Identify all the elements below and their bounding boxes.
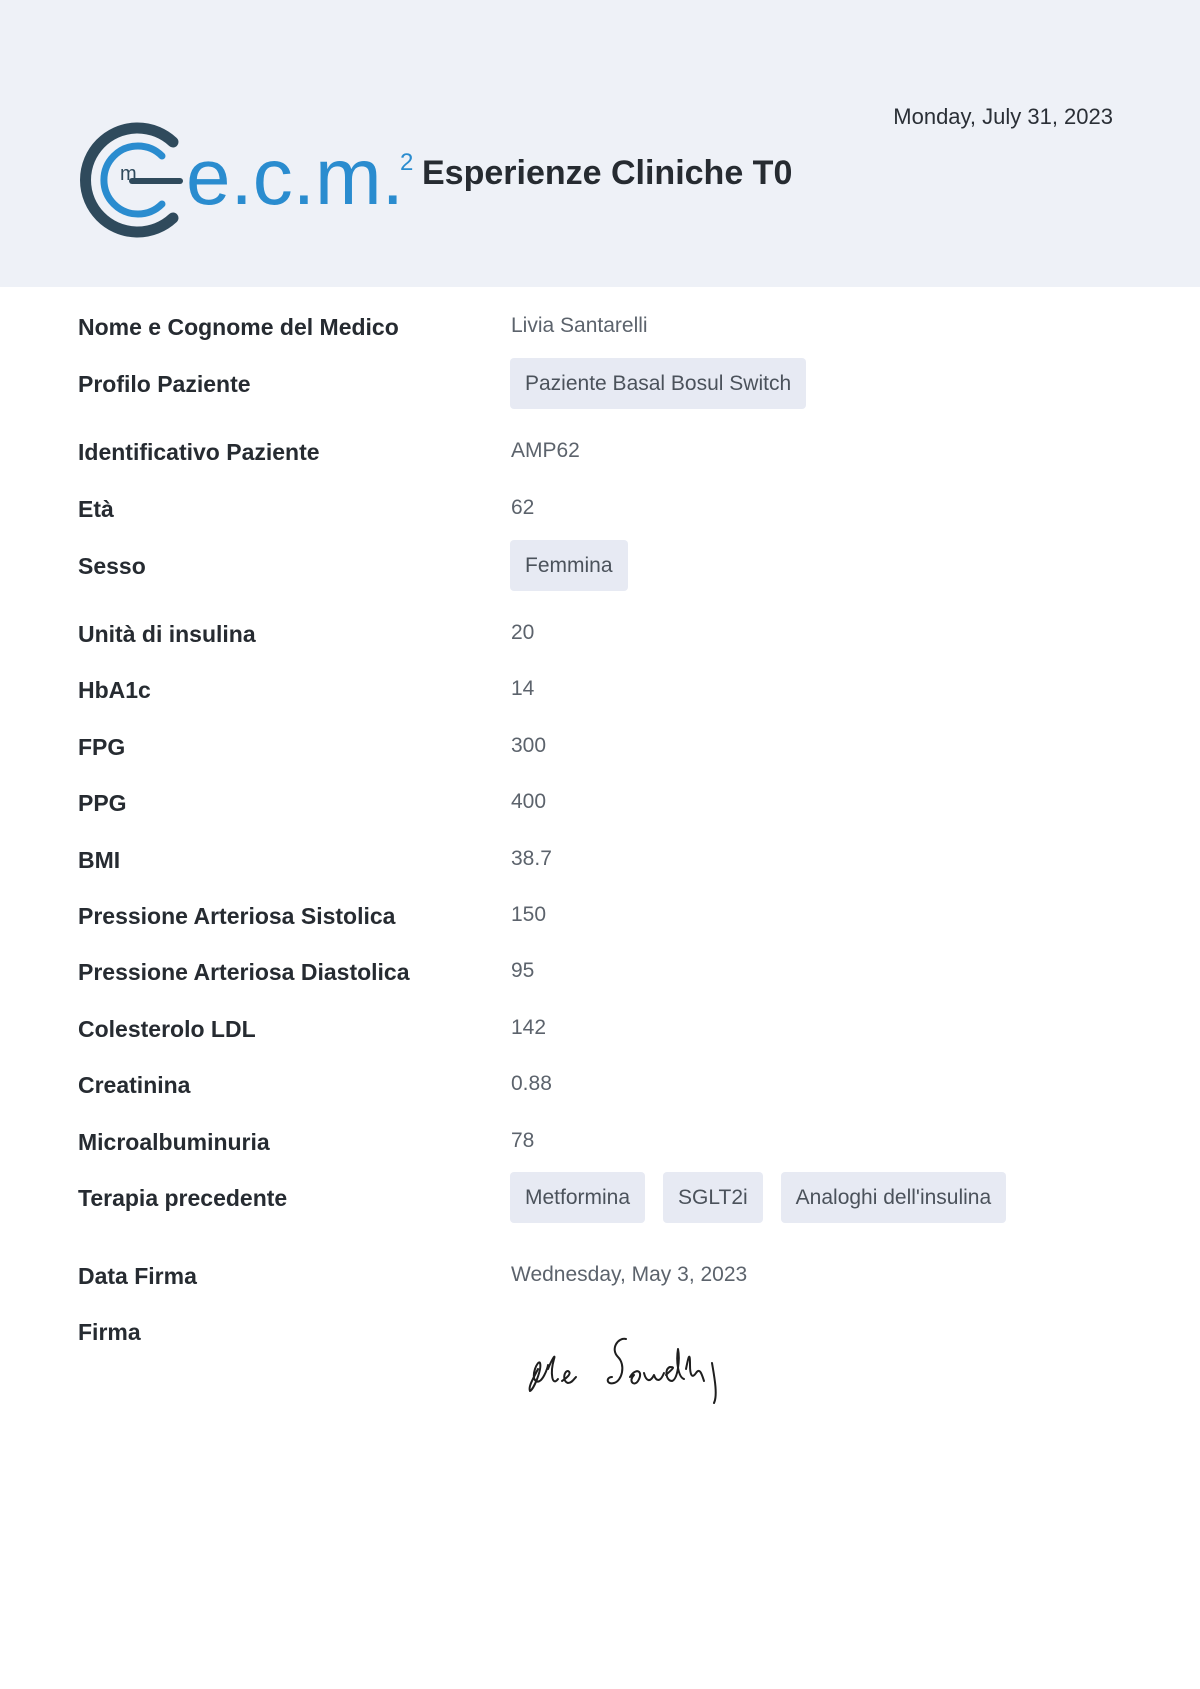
- field-value: 0.88: [511, 1072, 552, 1095]
- field-label: Profilo Paziente: [78, 371, 251, 397]
- field-label: Identificativo Paziente: [78, 439, 320, 465]
- field-value: 142: [511, 1016, 547, 1039]
- field-label: HbA1c: [78, 677, 151, 703]
- field-value: 150: [511, 903, 547, 926]
- field-label: PPG: [78, 790, 127, 816]
- field-label: Data Firma: [78, 1263, 197, 1289]
- field-label: Sesso: [78, 553, 146, 579]
- field-label: Nome e Cognome del Medico: [78, 314, 399, 340]
- field-value: 14: [511, 677, 535, 700]
- field-label: Pressione Arteriosa Diastolica: [78, 959, 410, 985]
- field-label: Creatinina: [78, 1072, 191, 1098]
- svg-text:m: m: [120, 163, 137, 185]
- field-value: Wednesday, May 3, 2023: [511, 1263, 748, 1286]
- field-value: Livia Santarelli: [511, 314, 648, 337]
- page-header: [0, 0, 1200, 287]
- field-label: Terapia precedente: [78, 1185, 288, 1211]
- brand: [76, 120, 792, 240]
- field-label: Firma: [78, 1319, 141, 1345]
- chip-sesso: Femmina: [510, 540, 628, 591]
- field-value: 62: [511, 496, 535, 519]
- header-date: Monday, July 31, 2023: [893, 104, 1113, 129]
- field-label: Età: [78, 496, 114, 522]
- field-value: 78: [511, 1129, 535, 1152]
- field-label: Unità di insulina: [78, 621, 256, 647]
- field-value: 20: [511, 621, 535, 644]
- field-label: Pressione Arteriosa Sistolica: [78, 903, 396, 929]
- ecm-logo-icon: [76, 120, 416, 240]
- logo-superscript: 2: [400, 149, 414, 176]
- chip-terapia: SGLT2i: [663, 1172, 763, 1223]
- chip-profilo: Paziente Basal Bosul Switch: [510, 358, 806, 409]
- chip-terapia: Analoghi dell'insulina: [781, 1172, 1006, 1223]
- field-label: Microalbuminuria: [78, 1129, 270, 1155]
- field-label: Colesterolo LDL: [78, 1016, 256, 1042]
- chip-terapia: Metformina: [510, 1172, 645, 1223]
- signature-image: [518, 1319, 748, 1409]
- field-value: 38.7: [511, 847, 552, 870]
- field-value: 300: [511, 734, 547, 757]
- field-value: AMP62: [511, 439, 580, 462]
- field-value: 400: [511, 790, 547, 813]
- field-label: FPG: [78, 734, 126, 760]
- page-title: Esperienze Cliniche T0: [422, 153, 793, 192]
- logo-wordmark: e.c.m.: [186, 132, 404, 221]
- field-value: 95: [511, 959, 535, 982]
- field-label: BMI: [78, 847, 121, 873]
